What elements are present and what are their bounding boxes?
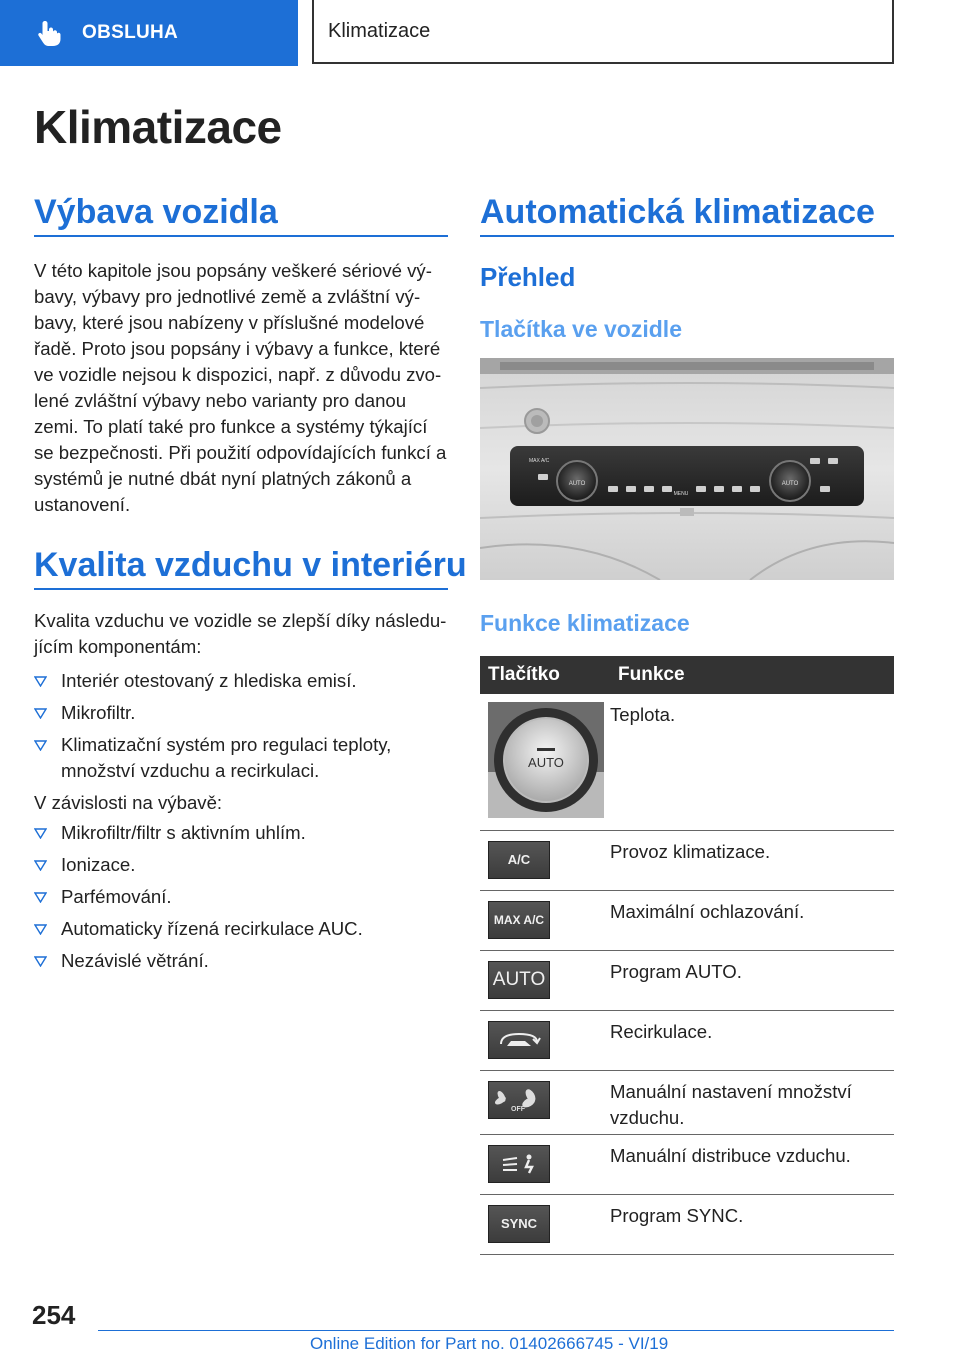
depends-on-equipment: V závislosti na výbavě: (34, 792, 223, 813)
ac-button-icon: A/C (488, 841, 550, 879)
table-row (480, 1194, 894, 1254)
equipment-paragraph (34, 258, 454, 518)
list-item: Mikrofiltr. (34, 700, 434, 726)
sync-button-icon: SYNC (488, 1205, 550, 1243)
function-text: Provoz klimatizace. (610, 830, 894, 890)
table-row (480, 1070, 894, 1134)
heading-overview: Přehled (480, 262, 576, 292)
climate-panel-illustration (480, 358, 894, 580)
footer-rule (98, 1330, 894, 1331)
air-components-list (34, 668, 434, 790)
chapter-tab[interactable] (0, 0, 298, 66)
table-header-row (480, 656, 894, 694)
heading-equipment: Výbava vozidla (34, 193, 278, 231)
panel-max-ac-label: MAX A/C (529, 458, 550, 464)
functions-table (480, 656, 894, 1255)
air-distribution-button-icon (488, 1145, 550, 1183)
function-text: Manuální distribuce vzduchu. (610, 1134, 894, 1194)
text-line: řadě. Proto jsou popsány i výbavy a funkce, které (34, 338, 441, 359)
text-line: lené zvláštní výbavy nebo varianty pro danou (34, 390, 407, 411)
text-line: Kvalita vzduchu ve vozidle se zlepší díky následu- (34, 610, 447, 631)
function-text: Maximální ochlazování. (610, 890, 894, 950)
function-text: Manuální nastavení množství vzduchu. (610, 1070, 894, 1134)
heading-rule (34, 235, 448, 237)
function-text: Program AUTO. (610, 950, 894, 1010)
climate-panel-image (480, 358, 894, 580)
list-item: Klimatizační systém pro regulaci teploty, množství vzduchu a recirkulaci. (34, 732, 434, 784)
recirculation-button-icon (488, 1021, 550, 1059)
heading-buttons-in-vehicle: Tlačítka ve vozidle (480, 316, 682, 342)
heading-automatic-climate: Automatická klimatizace (480, 193, 875, 231)
knob-auto-label: AUTO (568, 481, 586, 487)
triangle-bullet-icon (34, 924, 47, 935)
column-header-function: Funkce (610, 656, 894, 694)
list-item: Ionizace. (34, 852, 434, 878)
table-row (480, 694, 894, 830)
text-line: bavy, výbavy pro jednotlivé země a zvláštní vý- (34, 286, 421, 307)
triangle-bullet-icon (34, 828, 47, 839)
functions-table-wrap (480, 656, 894, 1255)
heading-rule (480, 235, 894, 237)
svg-text:OFF: OFF (511, 1105, 525, 1113)
text-line: jícím komponentám: (34, 636, 202, 657)
list-item: Mikrofiltr/filtr s aktivním uhlím. (34, 820, 434, 846)
text-line: systémů je nutné dbát nyní platných zákonů a (34, 468, 412, 489)
svg-text:AUTO: AUTO (528, 755, 564, 770)
knob-auto-label: AUTO (781, 481, 799, 487)
text-line: ustanovení. (34, 494, 131, 515)
function-text: Program SYNC. (610, 1194, 894, 1254)
heading-air-quality: Kvalita vzduchu v interiéru (34, 546, 467, 584)
triangle-bullet-icon (34, 708, 47, 719)
list-item: Nezávislé větrání. (34, 948, 434, 974)
text-line: bavy, které jsou nabízeny v příslušné modelové (34, 312, 425, 333)
panel-menu-label: MENU (673, 491, 689, 497)
air-intro (34, 608, 454, 660)
chapter-tab-label: OBSLUHA (82, 22, 179, 43)
page-title: Klimatizace (34, 101, 282, 153)
triangle-bullet-icon (34, 740, 47, 751)
recirculation-icon (497, 1030, 541, 1050)
list-item: Interiér otestovaný z hlediska emisí. (34, 668, 434, 694)
page-number: 254 (32, 1300, 76, 1330)
table-row (480, 1010, 894, 1070)
air-distribution-icon (499, 1153, 539, 1175)
table-row (480, 890, 894, 950)
heading-rule (34, 588, 448, 590)
fan-button-icon (488, 1081, 550, 1119)
auto-button-icon: AUTO (488, 961, 550, 999)
temperature-auto-knob-icon (488, 702, 604, 818)
text-line: zemi. To platí také pro funkce a systémy týkající (34, 416, 428, 437)
edition-note: Online Edition for Part no. 01402666745 - VI/19 (310, 1334, 669, 1353)
table-row (480, 830, 894, 890)
triangle-bullet-icon (34, 676, 47, 687)
table-row (480, 950, 894, 1010)
section-tab (312, 0, 894, 64)
optional-components-list (34, 820, 434, 980)
text-line: se bezpečnosti. Při použití odpovídajících funkcí a (34, 442, 447, 463)
text-line: V této kapitole jsou popsány veškeré sériové vý- (34, 260, 432, 281)
fan-icon (493, 1087, 545, 1113)
triangle-bullet-icon (34, 892, 47, 903)
list-item: Automaticky řízená recirkulace AUC. (34, 916, 434, 942)
heading-climate-functions: Funkce klimatizace (480, 610, 690, 636)
max-ac-button-icon: MAX A/C (488, 901, 550, 939)
column-header-button: Tlačítko (480, 656, 610, 694)
triangle-bullet-icon (34, 860, 47, 871)
table-row (480, 1134, 894, 1194)
list-item: Parfémování. (34, 884, 434, 910)
triangle-bullet-icon (34, 956, 47, 967)
function-text: Teplota. (610, 694, 894, 830)
section-tab-label: Klimatizace (328, 19, 431, 42)
hand-pointer-icon (36, 19, 62, 47)
function-text: Recirkulace. (610, 1010, 894, 1070)
text-line: ve vozidle nejsou k dispozici, např. z důvodu zvo- (34, 364, 442, 385)
